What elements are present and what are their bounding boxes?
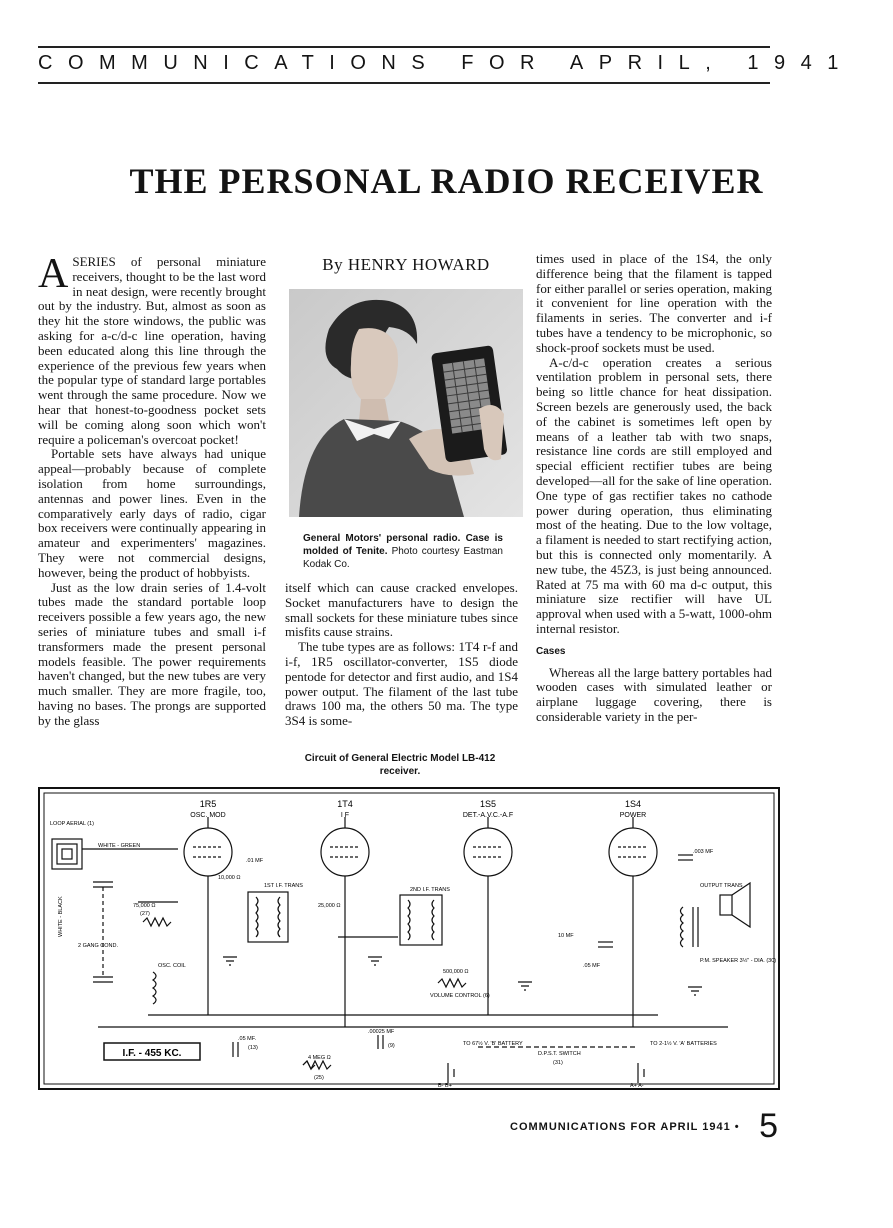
page-footer	[510, 1107, 778, 1151]
wire-label: WHITE - GREEN	[98, 843, 141, 849]
tube-function: I F	[340, 812, 350, 819]
switch-number: (31)	[553, 1060, 563, 1066]
volume-control-label: VOLUME CONTROL (6)	[430, 993, 490, 999]
switch-label: D.P.S.T. SWITCH	[538, 1051, 581, 1057]
capacitor-label: .05 MF	[583, 963, 601, 969]
resistor-label: 75,000 Ω	[133, 903, 156, 909]
circuit-schematic	[38, 787, 780, 1090]
drop-cap: A	[38, 251, 69, 297]
wire-label: WHITE - BLACK	[58, 896, 64, 937]
capacitor-label: .00025 MF	[368, 1029, 395, 1035]
capacitor-number: (13)	[248, 1045, 258, 1051]
section-heading-cases: Cases	[536, 645, 566, 657]
resistor-label: 4 MEG Ω	[308, 1055, 331, 1061]
running-header-text: COMMUNICATIONS FOR APRIL, 1941	[38, 52, 854, 74]
paragraph: ASERIES of personal miniature receivers, thought to be the last word in neat design, were recently brought out by the industry. But, almost as soon as they hit the store windows, the public was asking for a-c/d-c line operation, having been educated along this line through the experience of the previous few years when the popular type of standard large portables went through the same procedure. Now we hear that honest-to-goodness pocket sets will be coming along soon which won't require a policeman's overcoat pocket!	[38, 251, 266, 447]
column-3	[536, 252, 772, 725]
paragraph: The tube types are as follows: 1T4 r-f and i-f, 1R5 oscillator-converter, 1S5 diode pentode for detector and first audio, and 1S4 power output. The filament of the last tube draws 100 ma, the others 50 ma. The type 3S4 is some-	[285, 639, 518, 729]
osc-coil-label: OSC. COIL	[158, 963, 186, 969]
tube-function: DET.-A.V.C.-A.F	[462, 812, 514, 819]
b-battery-label: TO 67½ V. 'B' BATTERY	[463, 1041, 523, 1047]
capacitor-label: 10 MF	[558, 933, 574, 939]
schematic-drawing	[38, 787, 780, 1090]
tube-type: 1R5	[199, 799, 217, 809]
circuit-caption: Circuit of General Electric Model LB-412 receiver.	[304, 753, 496, 777]
tube-type: 1S4	[624, 799, 642, 809]
photo-illustration	[289, 289, 523, 517]
article-title: THE PERSONAL RADIO RECEIVER	[129, 161, 764, 201]
capacitor-number: (9)	[388, 1043, 395, 1049]
paragraph: times used in place of the 1S4, the only difference being that the filament is tapped for either parallel or series operation, making it convenient for line operation with the filaments in series. The converter and i-f tubes have a tendency to be microphonic, so shock-proof sockets must be used.	[536, 251, 772, 355]
tube-function: OSC. MOD	[190, 812, 226, 819]
resistor-number: (25)	[314, 1075, 324, 1081]
if-frequency-label: I.F. - 455 KC.	[122, 1048, 182, 1059]
speaker-label: P.M. SPEAKER 3½" - DIA. (30)	[700, 958, 777, 964]
a-battery-label: TO 2-1½ V. 'A' BATTERIES	[650, 1041, 717, 1047]
tube-type: 1T4	[337, 799, 353, 809]
paragraph: A-c/d-c operation creates a serious ventilation problem in personal sets, there being so little chance for heat dissipation. Screen bezels are generously used, the back of the cabinet is sometimes left open by means of a leather tab with two snaps, resistance line cords are still employed and special efficient rectifier tubes are being developed—all for the sake of line operation. One type of gas rectifier takes no cathode power during operation, thus eliminating most of the heating. Due to the low voltage, a filament is needed to start rectifying action, but this is connected only momentarily. A new tube, the 45Z3, is just being announced. Rated at 75 ma with 60 ma d-c output, this miniature size rectifier will have UL approval when used with a 5-watt, 1000-ohm internal resistor.	[536, 354, 772, 636]
photo-caption: General Motors' personal radio. Case is molded of Tenite. Photo courtesy Eastman Kodak Co.	[303, 533, 503, 570]
output-transformer-label: OUTPUT TRANS	[700, 883, 743, 889]
volume-value-label: 500,000 Ω	[443, 969, 469, 975]
page-number: 5	[759, 1107, 778, 1145]
byline: By HENRY HOWARD	[322, 255, 490, 274]
tube-type: 1S5	[479, 799, 497, 809]
capacitor-label: .01 MF	[246, 858, 264, 864]
capacitor-label: .05 MF.	[238, 1036, 257, 1042]
running-header	[38, 46, 854, 84]
if-transformer-label: 2ND I.F. TRANS	[410, 887, 450, 893]
resistor-label: 10,000 Ω	[218, 875, 241, 881]
a-terminal-label: A+ A-	[630, 1083, 644, 1089]
paragraph: Whereas all the large battery portables had wooden cases with simulated leather or airplane luggage covering, there is considerable variety in the per-	[536, 664, 772, 724]
if-transformer-label: 1ST I.F. TRANS	[264, 883, 303, 889]
paragraph: itself which can cause cracked envelopes. Socket manufacturers have to design the small sockets for these miniature tubes since misfits cause strains.	[285, 580, 518, 640]
b-terminal-label: B- B+	[438, 1083, 452, 1089]
paragraph: Portable sets have always had unique appeal—probably because of complete isolation from home surroundings, antennas and power lines. Even in the comparatively early days of radio, cigar box receivers were continually appearing in amateur and experimenters' magazines. They were not commercial designs, however, being the product of hobbyists.	[38, 446, 266, 580]
tube-function: POWER	[619, 812, 647, 819]
footer-text: COMMUNICATIONS FOR APRIL 1941 •	[510, 1121, 740, 1133]
paragraph: Just as the low drain series of 1.4-volt tubes made the standard portable loop receivers possible a few years ago, the new series of miniature tubes and small i-f transformers made the present personal models feasible. The power requirements haven't changed, but the new tubes are very much smaller. They are more fragile, too, having no bases. The prongs are supported by the glass	[38, 579, 266, 728]
column-1	[38, 251, 266, 729]
gang-condenser-label: 2 GANG COND.	[78, 943, 119, 949]
resistor-number: (27)	[140, 911, 150, 917]
column-2	[285, 581, 518, 729]
capacitor-label: .003 MF	[693, 849, 714, 855]
photo-woman-with-radio	[289, 289, 523, 517]
loop-aerial-label: LOOP AERIAL (1)	[50, 821, 95, 827]
resistor-label: 25,000 Ω	[318, 903, 341, 909]
